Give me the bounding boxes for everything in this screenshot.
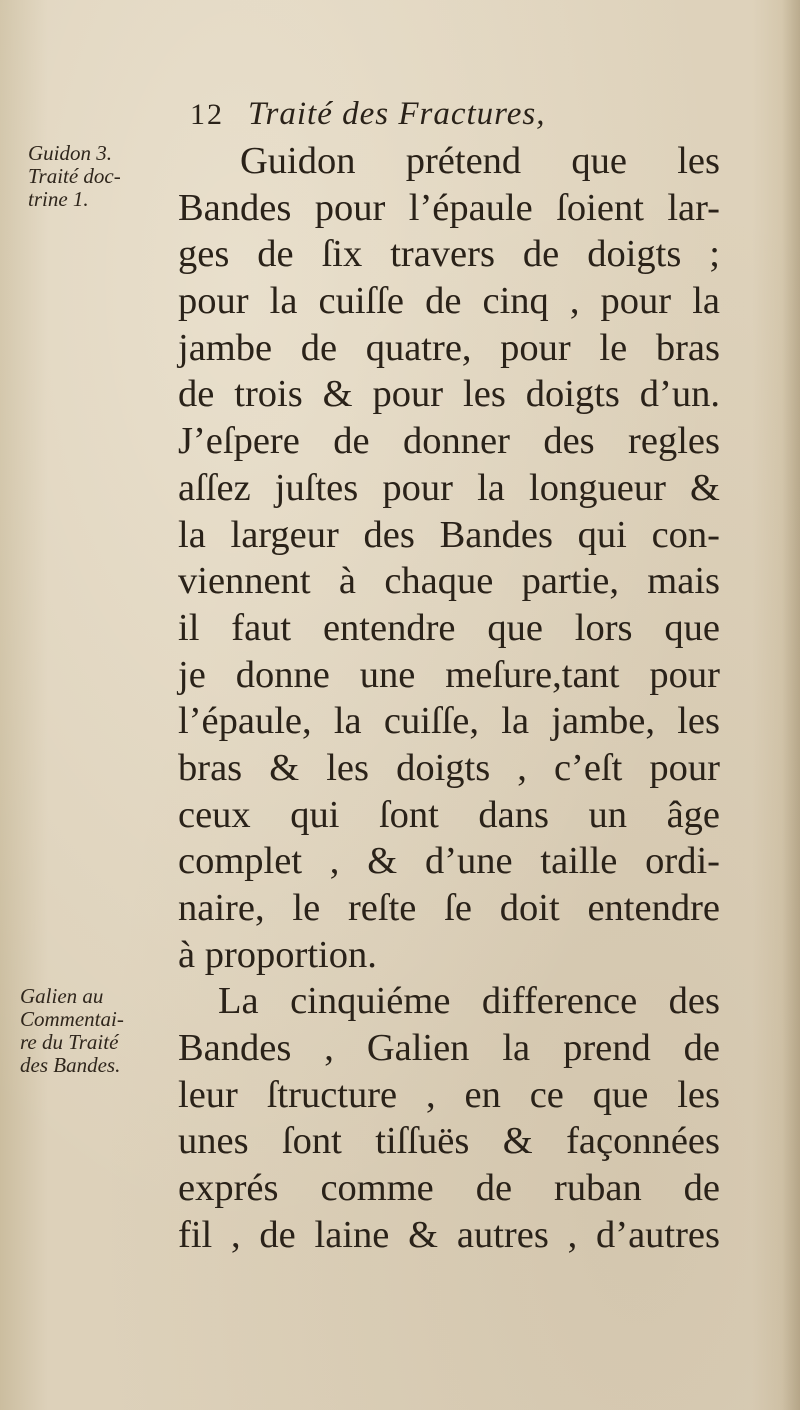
text-line: ges de ſix travers de doigts ; [178,233,720,276]
text-line: ceux qui ſont dans un âge [178,793,720,836]
margin-note-line: Guidon 3. [28,141,112,165]
margin-note-line: Commentai- [20,1007,124,1031]
text-line: J’eſpere de donner des regles [178,420,720,463]
body-text [178,138,720,1259]
text-line: unes ſont tiſſuës & façonnées [178,1120,720,1163]
text-line: viennent à chaque partie, mais [178,560,720,603]
page-edge-shadow [782,0,800,1410]
text-line: La cinquiéme difference des [218,980,720,1023]
text-line: la largeur des Bandes qui con- [178,513,720,556]
text-line: Guidon prétend que les [240,140,720,182]
margin-note-line: Galien au [20,984,104,1008]
text-line: Bandes , Galien la prend de [178,1027,720,1070]
margin-note-galien [20,985,124,1077]
margin-note-guidon [28,142,121,211]
page-number: 12 [190,98,224,131]
text-line: complet , & d’une taille ordi- [178,840,720,883]
text-line: bras & les doigts , c’eſt pour [178,746,720,789]
text-line: de trois & pour les doigts d’un. [178,373,720,416]
text-line: naire, le reſte ſe doit entendre [178,887,720,929]
running-title: Traité des Fractures, [248,96,546,132]
margin-note-line: trine 1. [28,187,89,211]
text-line: leur ſtructure , en ce que les [178,1073,720,1116]
text-line: pour la cuiſſe de cinq , pour la [178,280,720,323]
margin-note-line: re du Traité [20,1030,119,1054]
margin-note-line: des Bandes. [20,1053,121,1077]
text-line: aſſez juſtes pour la longueur & [178,466,720,509]
text-line: exprés comme de ruban de [178,1167,720,1210]
margin-note-line: Traité doc- [28,164,121,188]
text-line: à proportion. [178,933,377,976]
text-line: fil , de laine & autres , d’autres [178,1213,720,1256]
text-line: je donne une meſure,tant pour [178,653,720,696]
text-line: l’épaule, la cuiſſe, la jambe, les [178,700,720,743]
page-header [190,96,546,136]
text-line: jambe de quatre, pour le bras [178,326,720,369]
text-line: Bandes pour l’épaule ſoient lar- [178,186,720,229]
text-line: il faut entendre que lors que [178,606,720,649]
